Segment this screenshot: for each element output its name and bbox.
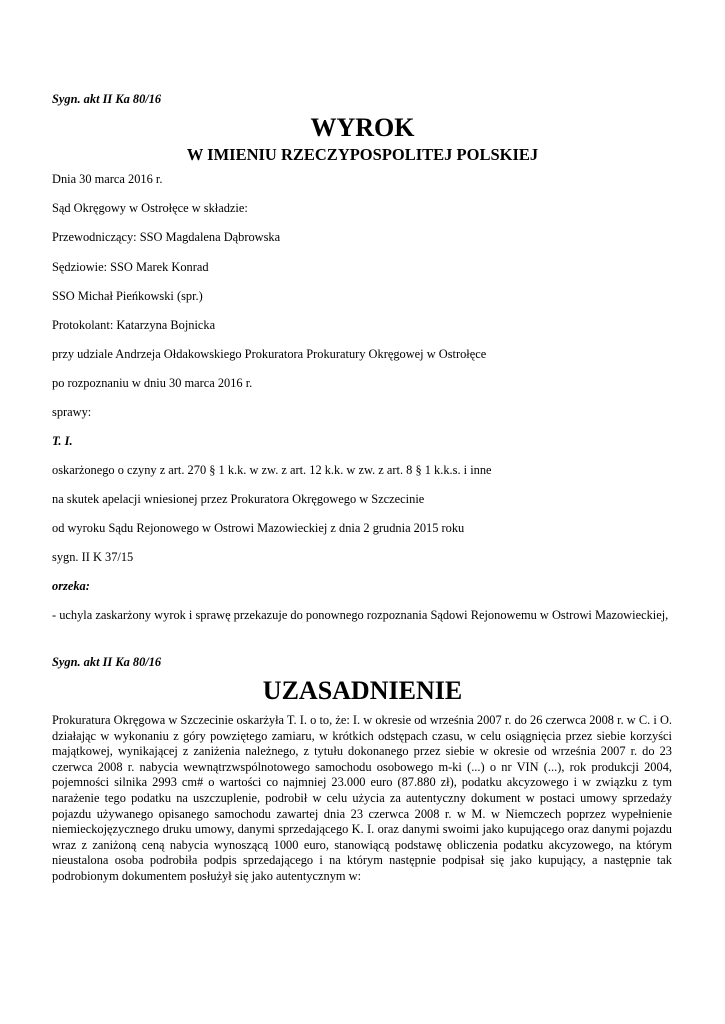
- court-composition: Sąd Okręgowy w Ostrołęce w składzie:: [52, 201, 248, 215]
- court-clerk: Protokolant: Katarzyna Bojnicka: [52, 318, 216, 332]
- case-signature-justification: Sygn. akt II Ka 80/16: [52, 655, 162, 669]
- verdict-title: WYROK: [310, 113, 415, 142]
- ruling-text: - uchyla zaskarżony wyrok i sprawę przekazuje do ponownego rozpoznania Sądowi Rejonowemu w Ostrowi Mazowieckiej,: [52, 608, 669, 622]
- lower-court-judgment: od wyroku Sądu Rejonowego w Ostrowi Mazowieckiej z dnia 2 grudnia 2015 roku: [52, 521, 465, 535]
- appeal-info: na skutek apelacji wniesionej przez Prokuratora Okręgowego w Szczecinie: [52, 492, 425, 506]
- verdict-subtitle: W IMIENIU RZECZYPOSPOLITEJ POLSKIEJ: [186, 145, 539, 164]
- verdict-date: Dnia 30 marca 2016 r.: [52, 172, 163, 186]
- presiding-judge: Przewodniczący: SSO Magdalena Dąbrowska: [52, 230, 281, 244]
- ruling-label: orzeka:: [52, 579, 90, 593]
- case-label: sprawy:: [52, 405, 92, 419]
- prosecutor-present: przy udziale Andrzeja Ołdakowskiego Prokuratora Prokuratury Okręgowej w Ostrołęce: [52, 347, 487, 361]
- judge-rapporteur: SSO Michał Pieńkowski (spr.): [52, 289, 203, 303]
- judges: Sędziowie: SSO Marek Konrad: [52, 260, 209, 274]
- charges: oskarżonego o czyny z art. 270 § 1 k.k. w zw. z art. 12 k.k. w zw. z art. 8 § 1 k.k.s. i inne: [52, 463, 492, 477]
- justification-body: Prokuratura Okręgowa w Szczecinie oskarżyła T. I. o to, że: I. w okresie od września 2007 r. do 26 czerwca 2008 r. w C. i O. działając w wykonaniu z góry powziętego zamiaru, w krótkich odstępach czasu, w celu osiągnięcia przez siebie korzyści majątkowej, wynikającej z zaniżenia należnego, z tytułu dokonanego przez siebie w okresie od września 2007 r. do 23 czerwca 2008 r. nabycia wewnątrzwspólnotowego samochodu osobowego m-ki (...) o nr VIN (...), rok produkcji 2004, pojemności silnika 2993 cm# o wartości co najmniej 23.000 euro (87.880 zł), podatku akcyzowego i w związku z tym narażenie tego podatku na uszczuplenie, podrobił w celu użycia za autentyczny dokument w postaci umowy sprzedaży pojazdu używanego opisanego samochodu zawartej dnia 23 czerwca 2008 r. w M. w Niemczech poprzez wypełnienie niemieckojęzycznego druku umowy, danymi sprzedającego K. I. oraz danymi swoimi jako kupującego oraz danymi pojazdu wraz z zaniżoną ceną nabycia wynoszącą 1000 euro, stanowiącą podstawę obliczenia podatku akcyzowego, na którym nieustalona osoba podrobiła podpis sprzedającego i na którym następnie podpisał się jako kupujący, a następnie tak podrobionym dokumentem posłużył się jako autentycznym w:: [52, 713, 672, 883]
- hearing-date: po rozpoznaniu w dniu 30 marca 2016 r.: [52, 376, 253, 390]
- defendant-name: T. I.: [52, 434, 73, 448]
- lower-court-signature: sygn. II K 37/15: [52, 550, 134, 564]
- case-signature-top: Sygn. akt II Ka 80/16: [52, 92, 162, 106]
- justification-title: UZASADNIENIE: [262, 676, 463, 705]
